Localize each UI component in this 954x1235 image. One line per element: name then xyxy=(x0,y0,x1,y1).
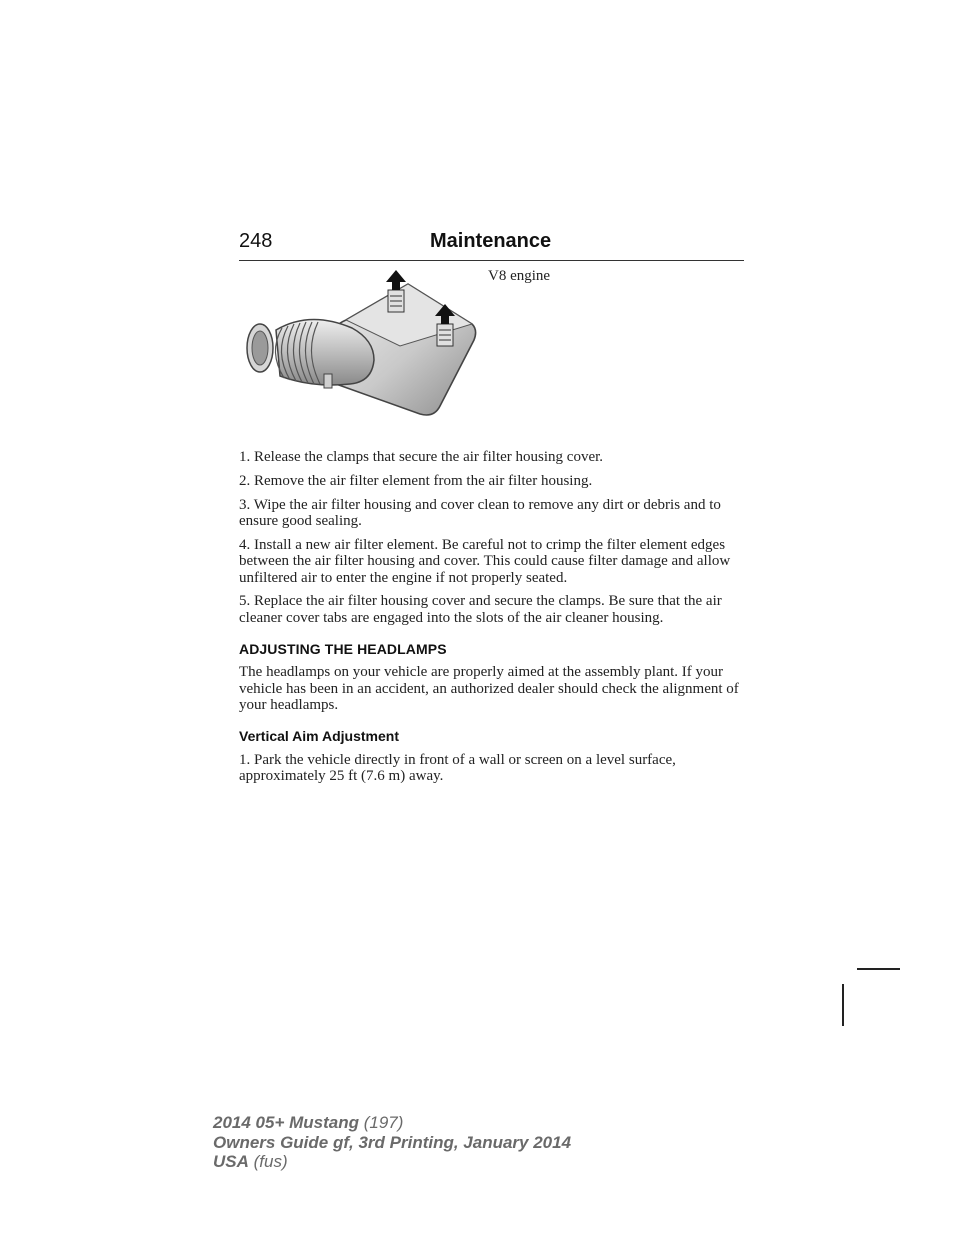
footer-model-code: (197) xyxy=(363,1113,404,1132)
air-filter-step-4: 4. Install a new air filter element. Be careful not to crimp the filter element edges between the air filter housing and cover. This could cause filter damage and allow unfiltered air to enter the engine if not properly seated. xyxy=(239,536,731,586)
footer-market: USA xyxy=(213,1152,249,1171)
air-filter-step-2: 2. Remove the air filter element from the air filter housing. xyxy=(239,472,593,489)
crop-mark-horizontal xyxy=(857,968,900,970)
page-footer xyxy=(213,1113,571,1172)
vertical-aim-step-1: 1. Park the vehicle directly in front of a wall or screen on a level surface, approximately 25 ft (7.6 m) away. xyxy=(239,751,676,784)
footer-line-2 xyxy=(213,1133,571,1153)
air-filter-housing-illustration xyxy=(240,266,480,436)
crop-mark-vertical xyxy=(842,984,844,1026)
footer-line-1 xyxy=(213,1113,571,1133)
section-title: Maintenance xyxy=(430,230,552,252)
page-number: 248 xyxy=(239,230,273,252)
headlamps-paragraph: The headlamps on your vehicle are properly aimed at the assembly plant. If your vehicle has been in an accident, an authorized dealer should check the alignment of your headlamps. xyxy=(239,664,739,713)
air-filter-step-3: 3. Wipe the air filter housing and cover clean to remove any dirt or debris and to ensure good sealing. xyxy=(239,496,721,530)
figure-caption: V8 engine xyxy=(488,268,551,284)
footer-market-code: (fus) xyxy=(253,1152,288,1171)
page-header xyxy=(239,228,744,261)
air-filter-step-5: 5. Replace the air filter housing cover and secure the clamps. Be sure that the air cleaner cover tabs are engaged into the slots of the air cleaner housing. xyxy=(239,593,722,626)
footer-line-3 xyxy=(213,1152,571,1172)
footer-printing: Owners Guide gf, 3rd Printing, January 2014 xyxy=(213,1132,572,1152)
air-filter-step-1: 1. Release the clamps that secure the air filter housing cover. xyxy=(239,449,604,465)
footer-model: 2014 05+ Mustang xyxy=(213,1113,359,1132)
vertical-aim-subheading: Vertical Aim Adjustment xyxy=(239,728,400,745)
main-content xyxy=(239,449,745,792)
headlamps-heading: ADJUSTING THE HEADLAMPS xyxy=(239,641,447,658)
